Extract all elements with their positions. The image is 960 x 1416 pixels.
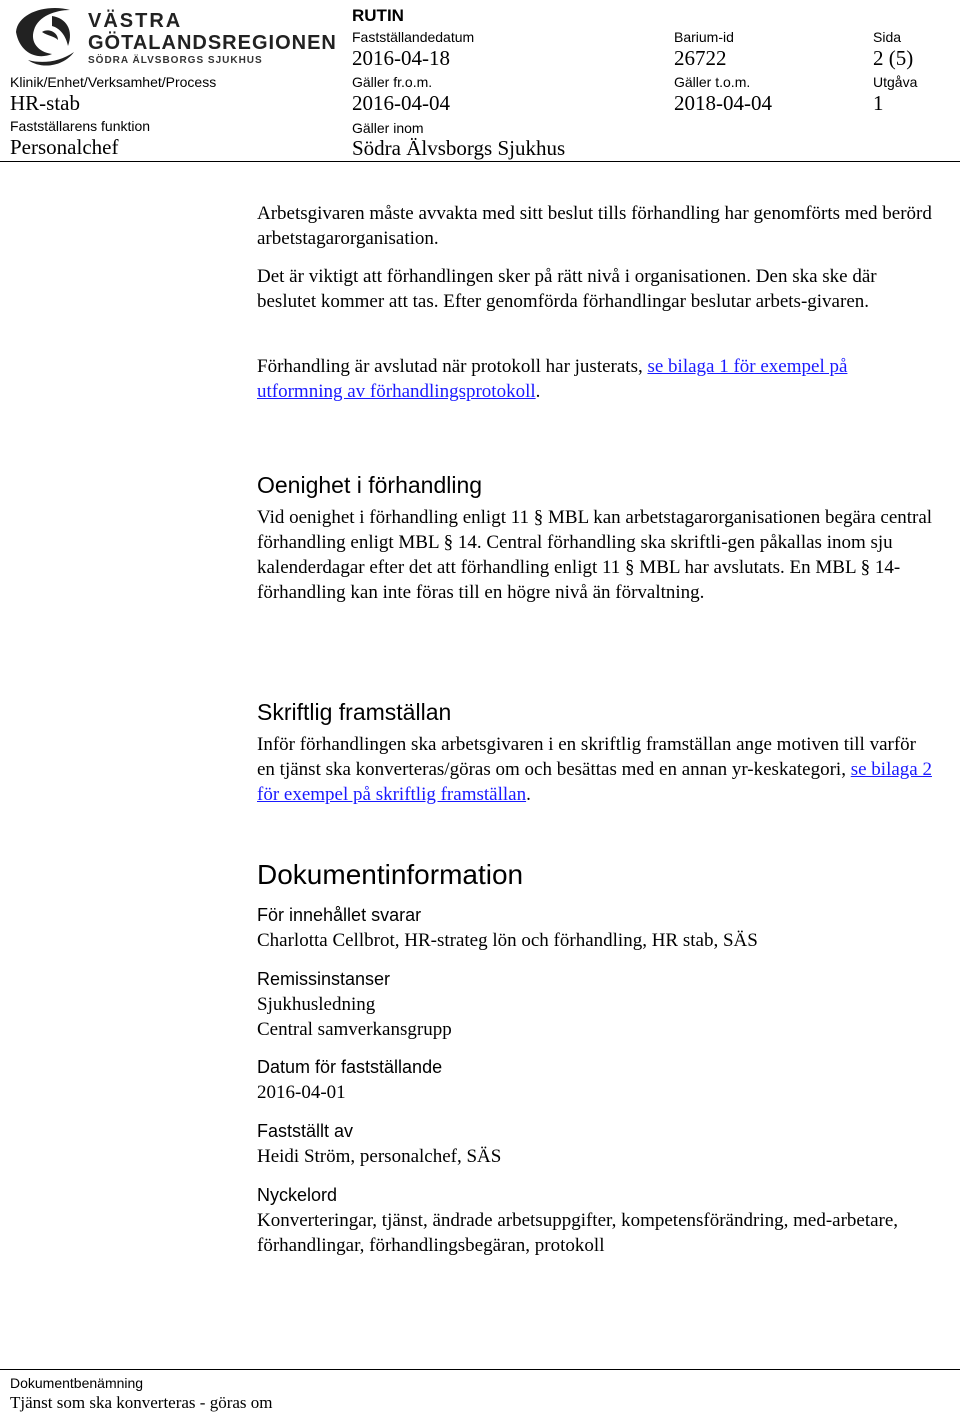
keywords-text: Konverteringar, tjänst, ändrade arbetsuppgifter, kompetensförändring, med-arbetare, förhandlingar, förhandlingsbegäran, protokoll	[257, 1210, 899, 1256]
intro-p3-text: Förhandling är avslutad när protokoll har justerats,	[257, 356, 648, 377]
referral-item: Sjukhusledning	[257, 994, 376, 1015]
function-label: Fastställarens funktion	[10, 118, 151, 134]
doc-type: RUTIN	[352, 6, 404, 25]
written-paragraph: Inför förhandlingen ska arbetsgivaren i en skriftlig framställan ange motiven till varför en tjänst ska konverteras/göras om och besättas med en annan yr-keskategori,	[257, 734, 916, 780]
process-value: HR-stab	[10, 91, 80, 115]
responsible-value	[257, 928, 937, 953]
valid-from-label: Gäller fr.o.m.	[352, 74, 433, 90]
intro-p2	[257, 264, 937, 314]
responsible-text: Charlotta Cellbrot, HR-strateg lön och förhandling, HR stab, SÄS	[257, 930, 758, 951]
intro-p2-text: Det är viktigt att förhandlingen sker på rätt nivå i organisationen. Den ska ske där beslutet kommer att tas. Efter genomförda förhandlingar beslutar arbets-givaren.	[257, 266, 877, 312]
date-text: 2016-04-01	[257, 1082, 346, 1103]
established-label: Fastställandedatum	[352, 29, 475, 45]
header-divider	[0, 161, 960, 162]
intro-p1	[257, 201, 937, 251]
valid-to-label: Gäller t.o.m.	[674, 74, 751, 90]
approved-text: Heidi Ström, personalchef, SÄS	[257, 1146, 502, 1167]
intro-p3	[257, 354, 937, 404]
process-label: Klinik/Enhet/Verksamhet/Process	[10, 74, 217, 90]
referral-label: Remissinstanser	[257, 969, 391, 989]
logo-line2: GÖTALANDSREGIONEN	[88, 32, 337, 54]
page-label: Sida	[873, 29, 902, 45]
barium-label: Barium-id	[674, 29, 734, 45]
established-value: 2016-04-18	[352, 46, 450, 70]
footer-value: Tjänst som ska konverteras - göras om	[10, 1393, 273, 1412]
logo-line3: SÖDRA ÄLVSBORGS SJUKHUS	[88, 55, 263, 66]
footer-divider	[0, 1369, 960, 1370]
intro-p1-text: Arbetsgivaren måste avvakta med sitt beslut tills förhandling har genomförts med berörd arbetstagarorganisation.	[257, 203, 932, 249]
written-text	[257, 732, 937, 807]
referral-values	[257, 992, 937, 1042]
approved-label: Fastställt av	[257, 1121, 354, 1141]
region-emblem-icon	[8, 2, 82, 68]
valid-from-value: 2016-04-04	[352, 91, 450, 115]
docinfo-heading: Dokumentinformation	[257, 859, 524, 890]
disagreement-heading: Oenighet i förhandling	[257, 472, 483, 498]
logo-line1: VÄSTRA	[88, 10, 183, 32]
bilaga-1-link[interactable]: se bilaga 1 för exempel på utformning av förhandlingsprotokoll	[257, 356, 848, 402]
edition-value: 1	[873, 91, 884, 115]
written-end: .	[526, 784, 531, 805]
function-value: Personalchef	[10, 135, 119, 159]
page-value: 2 (5)	[873, 46, 914, 70]
edition-label: Utgåva	[873, 74, 918, 90]
bilaga-2-link[interactable]: se bilaga 2 för exempel på skriftlig framställan	[257, 759, 932, 805]
written-heading: Skriftlig framställan	[257, 699, 452, 725]
responsible-label: För innehållet svarar	[257, 905, 422, 925]
referral-item: Central samverkansgrupp	[257, 1019, 452, 1040]
disagreement-paragraph: Vid oenighet i förhandling enligt 11 § MBL kan arbetstagarorganisationen begära central förhandling enligt MBL § 14. Central förhandling ska skriftli-gen påkallas inom sju kalenderdagar efter det att förhandling enligt 11 § MBL har avslutats. En MBL § 14-förhandling kan inte föras till en högre nivå än förvaltning.	[257, 507, 933, 603]
footer-label: Dokumentbenämning	[10, 1375, 144, 1391]
valid-within-value: Södra Älvsborgs Sjukhus	[352, 136, 566, 160]
valid-to-value: 2018-04-04	[674, 91, 772, 115]
barium-value: 26722	[674, 46, 727, 70]
valid-within-label: Gäller inom	[352, 120, 424, 136]
disagreement-text	[257, 505, 937, 605]
intro-p3-end: .	[535, 381, 541, 402]
keywords-value	[257, 1208, 937, 1258]
keywords-label: Nyckelord	[257, 1185, 338, 1205]
logo	[8, 2, 337, 68]
date-label: Datum för fastställande	[257, 1057, 443, 1077]
approved-value	[257, 1144, 937, 1169]
date-value	[257, 1080, 937, 1105]
